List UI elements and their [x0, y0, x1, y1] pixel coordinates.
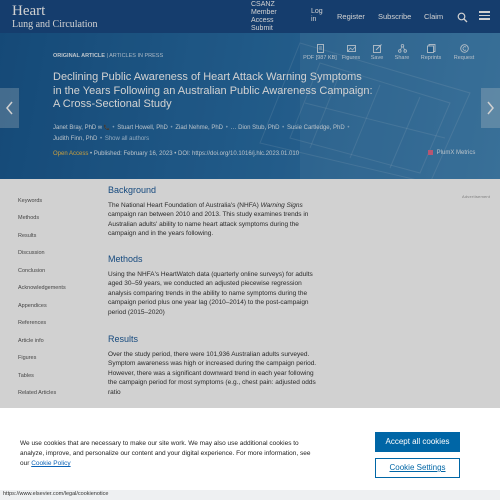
status-bar — [0, 490, 500, 500]
register-link[interactable]: Register — [337, 12, 365, 21]
article-type-label: ORIGINAL ARTICLE — [53, 53, 105, 59]
show-all-authors-link[interactable]: Show all authors — [104, 136, 150, 142]
author-link[interactable]: Dion Stub, PhD — [238, 125, 280, 131]
brand-line1: Heart — [12, 3, 46, 19]
author-list: Janet Bray, PhD ✉ 📞 • Stuart Howell, PhD • Ziad Nehme, PhD • … Dion Stub, PhD • Susie Cartledge, PhD • Judith Finn, PhD • Show all authors — [53, 125, 350, 142]
cookie-message — [20, 439, 320, 469]
methods-text: Using the NHFA's HeartWatch data (quarterly online surveys) for adults aged 30–59 years, we conducted an adjusted piecewise regression analysis comparing trends in the ability to name symptoms during the campaign period plus one year lag (2010–2014) to the post-campaign period (2015–2020) — [108, 271, 313, 316]
methods-heading: Methods — [108, 254, 143, 264]
nav-item-tables[interactable]: Tables — [18, 373, 34, 379]
results-text: Over the study period, there were 101,936 Australian adults surveyed. Symptom awareness was high or increased during the campaign period. However, there was a significant downward trend in each year following the campaign period for most symptoms (e.g., chest pain: adjusted odds ratio — [108, 351, 317, 396]
nav-item-keywords[interactable]: Keywords — [18, 198, 43, 204]
doi-link[interactable]: DOI: https://doi.org/10.1016/j.hlc.2023.01.010 — [177, 151, 300, 157]
background-heading: Background — [108, 185, 157, 195]
plumx-label: PlumX Metrics — [436, 150, 476, 157]
author-contact-icons[interactable]: ✉ 📞 — [97, 125, 110, 131]
article-title: Declining Public Awareness of Heart Attack Warning Symptoms in the Years Following an Australian Public Awareness Campaign: A Cross-Sectional Study — [53, 71, 373, 110]
nav-item-article-info[interactable]: Article info — [18, 338, 44, 344]
cookie-settings-button[interactable]: Cookie Settings — [375, 458, 460, 478]
claim-link[interactable]: Claim — [424, 12, 444, 21]
nav-item-references[interactable]: References — [18, 320, 47, 326]
author-link[interactable]: Janet Bray, PhD — [53, 125, 97, 131]
author-link[interactable]: Stuart Howell, PhD — [117, 125, 168, 131]
author-link[interactable]: Susie Cartledge, PhD — [286, 125, 345, 131]
reprints-label: Reprints — [420, 55, 442, 61]
author-link[interactable]: Ziad Nehme, PhD — [175, 125, 224, 131]
background-text: The National Heart Foundation of Australia's (NHFA) Warning Signs campaign ran between 2010 and 2013. This study examines trends in Australian adults' ability to name heart attack symptoms during the campaign and in the years following. — [108, 202, 309, 238]
nav-item-methods[interactable]: Methods — [18, 215, 40, 221]
figures-label: Figures — [341, 55, 361, 61]
login-link[interactable]: Log in — [311, 8, 323, 23]
published-date: Published: February 16, 2023 — [93, 151, 173, 157]
status-url: https://www.elsevier.com/legal/cookienotice — [3, 491, 109, 497]
nav-item-results[interactable]: Results — [18, 233, 37, 239]
brand-line2: Lung and Circulation — [12, 19, 98, 30]
request-label: Request — [453, 55, 475, 61]
nav-item-appendices[interactable]: Appendices — [18, 303, 47, 309]
results-heading: Results — [108, 334, 139, 344]
articles-in-press-link[interactable]: ARTICLES IN PRESS — [109, 53, 164, 59]
pdf-label: PDF [987 KB] — [303, 55, 337, 61]
author-link[interactable]: Judith Finn, PhD — [53, 136, 98, 142]
cookie-message-text: We use cookies that are necessary to make our site work. We may also use additional cookies to analyze, improve, and personalize our content and your digital experience. For more information, see our — [20, 440, 311, 467]
article-meta: Open Access • Published: February 16, 2023 • DOI: https://doi.org/10.1016/j.hlc.2023.01.010 — [53, 151, 300, 157]
accept-all-cookies-button[interactable]: Accept all cookies — [375, 432, 460, 452]
cookie-banner — [0, 408, 500, 490]
cookie-policy-link[interactable]: Cookie Policy — [31, 460, 71, 467]
advertisement-label: Advertisement — [462, 194, 491, 199]
csanz-member-link[interactable]: CSANZ Member Access Submit — [251, 1, 277, 32]
nav-item-conclusion[interactable]: Conclusion — [18, 268, 46, 274]
share-label: Share — [394, 55, 410, 61]
nav-item-discussion[interactable]: Discussion — [18, 250, 45, 256]
save-label: Save — [370, 55, 384, 61]
nav-item-related-articles[interactable]: Related Articles — [18, 390, 57, 396]
nav-item-acknowledgements[interactable]: Acknowledgements — [18, 285, 66, 291]
nav-item-figures[interactable]: Figures — [18, 355, 37, 361]
article-type: ORIGINAL ARTICLE | ARTICLES IN PRESS — [53, 53, 164, 59]
open-access-badge: Open Access — [53, 151, 89, 157]
subscribe-link[interactable]: Subscribe — [378, 12, 412, 21]
